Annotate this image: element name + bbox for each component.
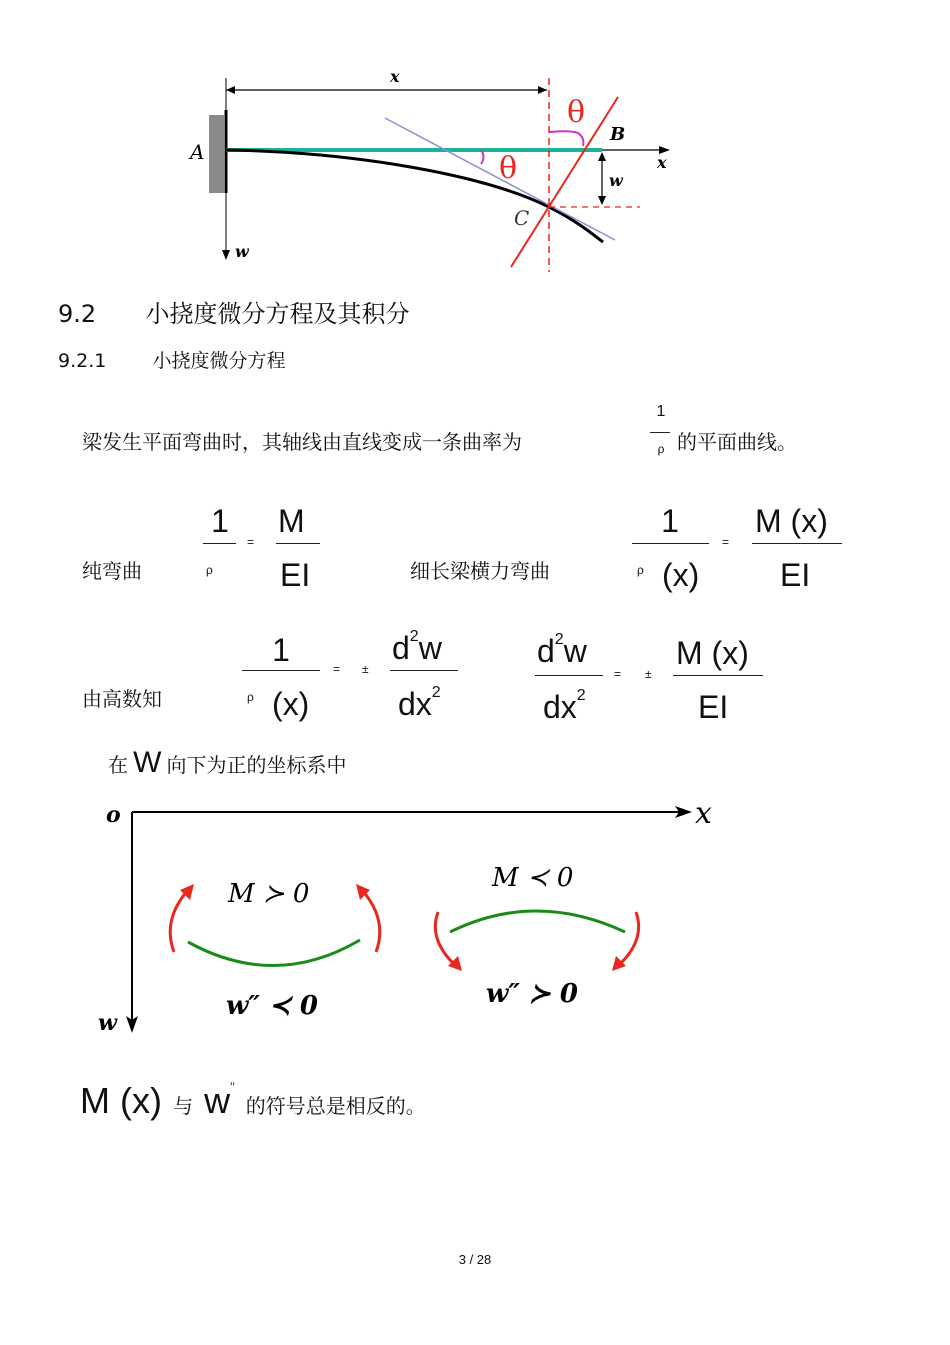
conclusion-mx: M (x): [80, 1080, 162, 1121]
math-den1-x: (x): [272, 686, 310, 722]
conclusion-primes: ′′: [230, 1080, 235, 1094]
x-dimension-label: x: [390, 67, 400, 86]
pure-den1: ρ: [206, 563, 213, 577]
theta-top-label: θ: [567, 95, 586, 130]
theta-arc-top: [549, 131, 583, 146]
math-equals-2: =: [614, 667, 622, 681]
m-positive-label: M ≻ 0: [228, 879, 310, 909]
second-derivative-1-num: [392, 630, 442, 667]
math-frac1-bar: [242, 670, 320, 671]
pure-num1: 1: [211, 503, 229, 539]
point-a-label: A: [190, 140, 205, 164]
curvature-frac-num: 1: [656, 403, 666, 420]
sign-convention-figure: [90, 790, 740, 1040]
slender-equals: =: [722, 535, 730, 549]
curvature-sentence-tail: 的平面曲线。: [677, 430, 797, 454]
w-symbol: w: [418, 630, 442, 666]
theta-arc-mid: [481, 150, 484, 164]
pure-num2: M: [278, 503, 305, 539]
pure-bending-label: 纯弯曲: [82, 559, 142, 583]
curvature-sentence: 梁发生平面弯曲时，其轴线由直线变成一条曲率为: [82, 430, 522, 454]
left-moment-arrow-right: [362, 890, 380, 952]
w-axis-label: w: [98, 1010, 117, 1036]
math-equals: =: [333, 662, 341, 676]
w-positive-label: w″ ≻ 0: [486, 979, 578, 1009]
conclusion-tail: 的符号总是相反的。: [245, 1094, 426, 1118]
slender-frac1-bar: [632, 543, 709, 544]
d-symbol: d: [392, 630, 410, 666]
dx-symbol: dx: [543, 689, 577, 725]
coord-note-pre: 在: [108, 753, 128, 777]
theta-mid-label: θ: [499, 151, 518, 186]
point-b-label: B: [610, 124, 626, 145]
dx-symbol: dx: [398, 686, 432, 722]
m-negative-label: M ≺ 0: [492, 863, 574, 893]
subsection-heading: [58, 346, 285, 373]
point-c-label: C: [514, 206, 530, 230]
math-rhs-den: EI: [698, 689, 729, 725]
right-moment-arrow-left: [435, 912, 456, 966]
subsection-number: 9.2.1: [58, 350, 107, 372]
slender-den2: EI: [780, 557, 811, 593]
section-heading: [58, 294, 409, 329]
w-symbol: w: [563, 633, 587, 669]
section-number: 9.2: [58, 300, 97, 328]
slender-den1-rho: ρ: [637, 563, 644, 577]
curvature-frac-bar: [650, 432, 670, 433]
slender-beam-label: 细长梁横力弯曲: [410, 559, 550, 583]
sup-two: 2: [431, 684, 441, 701]
second-derivative-2-bar: [535, 675, 603, 676]
w-negative-label: w″ ≺ 0: [226, 991, 318, 1021]
math-knowledge-label: 由高数知: [82, 687, 162, 711]
coord-note-post: 向下为正的坐标系中: [166, 753, 347, 777]
x-axis-label: x: [695, 796, 712, 831]
right-moment-arrow-right: [618, 912, 639, 966]
math-plusminus: ±: [362, 662, 369, 676]
math-rhs-num: M (x): [676, 635, 749, 671]
coordinate-note: [108, 746, 347, 780]
fixed-support: [209, 115, 224, 193]
subsection-title: 小挠度微分方程: [152, 350, 286, 372]
pure-frac2-bar: [276, 543, 320, 544]
conclusion-w: w: [204, 1080, 231, 1121]
deflection-w-label: w: [609, 171, 623, 190]
d-symbol: d: [537, 633, 555, 669]
pure-den2: EI: [280, 557, 311, 593]
conclusion-line: [80, 1080, 426, 1122]
slender-den1-x: (x): [662, 557, 700, 593]
deflection-figure: [185, 60, 685, 275]
second-derivative-2-num: [537, 633, 587, 670]
origin-label: o: [106, 802, 121, 828]
sagging-beam: [188, 940, 360, 966]
curvature-frac-den: ρ: [657, 442, 665, 456]
sup-two: 2: [409, 628, 419, 645]
left-moment-arrow-left: [170, 890, 188, 952]
second-derivative-1-bar: [390, 670, 458, 671]
math-rhs-bar: [673, 675, 763, 676]
pure-frac1-bar: [203, 543, 236, 544]
x-axis-label: x: [657, 153, 667, 172]
page-number: 3 / 28: [458, 1252, 492, 1267]
sup-two: 2: [554, 631, 564, 648]
sup-two: 2: [576, 687, 586, 704]
w-axis-label: w: [235, 242, 249, 261]
math-num1: 1: [272, 632, 290, 668]
deflection-curve: [226, 150, 603, 242]
second-derivative-2-den: [543, 689, 586, 726]
conclusion-with: 与: [173, 1094, 194, 1118]
pure-equals: =: [247, 535, 255, 549]
hogging-beam: [450, 911, 625, 932]
math-plusminus-2: ±: [645, 667, 652, 681]
slender-num1: 1: [661, 503, 679, 539]
second-derivative-1-den: [398, 686, 441, 723]
slender-frac2-bar: [752, 543, 842, 544]
slender-num2: M (x): [755, 503, 828, 539]
section-title: 小挠度微分方程及其积分: [145, 300, 410, 328]
math-den1-rho: ρ: [247, 690, 254, 704]
coord-note-w: W: [133, 746, 162, 779]
